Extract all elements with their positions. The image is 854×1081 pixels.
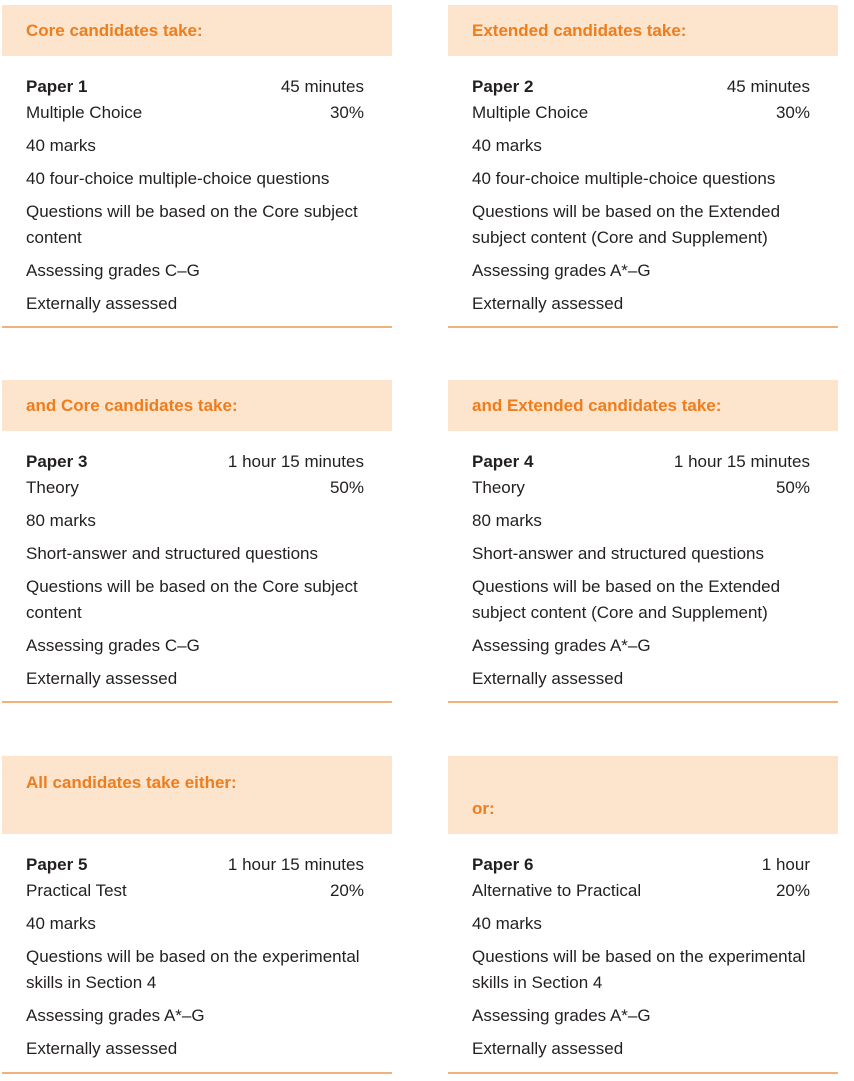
paper-duration: 45 minutes (280, 77, 364, 96)
paper-title: Paper 4 (472, 452, 534, 471)
paper-weight: 30% (329, 103, 364, 122)
paper-type: Theory (472, 478, 525, 497)
paper-duration: 45 minutes (726, 77, 810, 96)
card-header: or: (448, 756, 838, 834)
paper-detail: Questions will be based on the Extended subject content (Core and Supplement) (472, 202, 781, 247)
card-header: and Core candidates take: (2, 380, 392, 431)
paper-detail: Assessing grades C–G (26, 636, 200, 655)
paper-type: Theory (26, 478, 79, 497)
paper-detail: Short-answer and structured questions (472, 544, 764, 563)
paper-4-card (448, 380, 838, 703)
paper-weight: 50% (329, 478, 364, 497)
paper-duration: 1 hour 15 minutes (227, 452, 364, 471)
paper-detail: Assessing grades A*–G (26, 1006, 205, 1025)
paper-detail: Assessing grades C–G (26, 261, 200, 280)
paper-detail: 40 four-choice multiple-choice questions (26, 169, 330, 188)
paper-detail: Assessing grades A*–G (472, 261, 651, 280)
paper-detail: Short-answer and structured questions (26, 544, 318, 563)
paper-detail: 40 four-choice multiple-choice questions (472, 169, 776, 188)
paper-detail: Questions will be based on the experimental skills in Section 4 (26, 947, 360, 992)
paper-detail: 40 marks (472, 136, 542, 155)
paper-detail: 40 marks (472, 914, 542, 933)
card-header: Extended candidates take: (448, 5, 838, 56)
paper-5-card (2, 756, 392, 1074)
card-divider (448, 701, 838, 703)
paper-detail: Externally assessed (26, 294, 178, 313)
paper-detail: Questions will be based on the Extended subject content (Core and Supplement) (472, 577, 781, 622)
paper-title: Paper 1 (26, 77, 88, 96)
paper-detail: Assessing grades A*–G (472, 1006, 651, 1025)
paper-detail: 80 marks (472, 511, 542, 530)
card-header: All candidates take either: (2, 756, 392, 834)
paper-detail: Questions will be based on the experimental skills in Section 4 (472, 947, 806, 992)
paper-detail: Questions will be based on the Core subject content (26, 577, 358, 622)
paper-type: Practical Test (26, 881, 127, 900)
paper-type: Multiple Choice (472, 103, 589, 122)
paper-2-card (448, 5, 838, 328)
paper-detail: Externally assessed (472, 1039, 624, 1058)
card-divider (448, 1072, 838, 1074)
paper-detail: 80 marks (26, 511, 96, 530)
paper-1-card (2, 5, 392, 328)
paper-detail: Externally assessed (472, 294, 624, 313)
card-header: Core candidates take: (2, 5, 392, 56)
paper-title: Paper 2 (472, 77, 534, 96)
paper-duration: 1 hour 15 minutes (673, 452, 810, 471)
paper-type: Alternative to Practical (472, 881, 642, 900)
paper-detail: 40 marks (26, 914, 96, 933)
paper-detail: 40 marks (26, 136, 96, 155)
paper-6-card (448, 756, 838, 1074)
card-header: and Extended candidates take: (448, 380, 838, 431)
paper-duration: 1 hour 15 minutes (227, 855, 364, 874)
paper-weight: 20% (329, 881, 364, 900)
card-divider (2, 1072, 392, 1074)
paper-title: Paper 6 (472, 855, 534, 874)
card-divider (2, 326, 392, 328)
paper-weight: 20% (775, 881, 810, 900)
paper-detail: Externally assessed (472, 669, 624, 688)
paper-detail: Questions will be based on the Core subject content (26, 202, 358, 247)
card-divider (448, 326, 838, 328)
card-divider (2, 701, 392, 703)
paper-duration: 1 hour (761, 855, 810, 874)
paper-title: Paper 5 (26, 855, 88, 874)
paper-3-card (2, 380, 392, 703)
paper-detail: Assessing grades A*–G (472, 636, 651, 655)
paper-detail: Externally assessed (26, 1039, 178, 1058)
paper-detail: Externally assessed (26, 669, 178, 688)
paper-weight: 30% (775, 103, 810, 122)
paper-weight: 50% (775, 478, 810, 497)
paper-title: Paper 3 (26, 452, 88, 471)
paper-type: Multiple Choice (26, 103, 143, 122)
